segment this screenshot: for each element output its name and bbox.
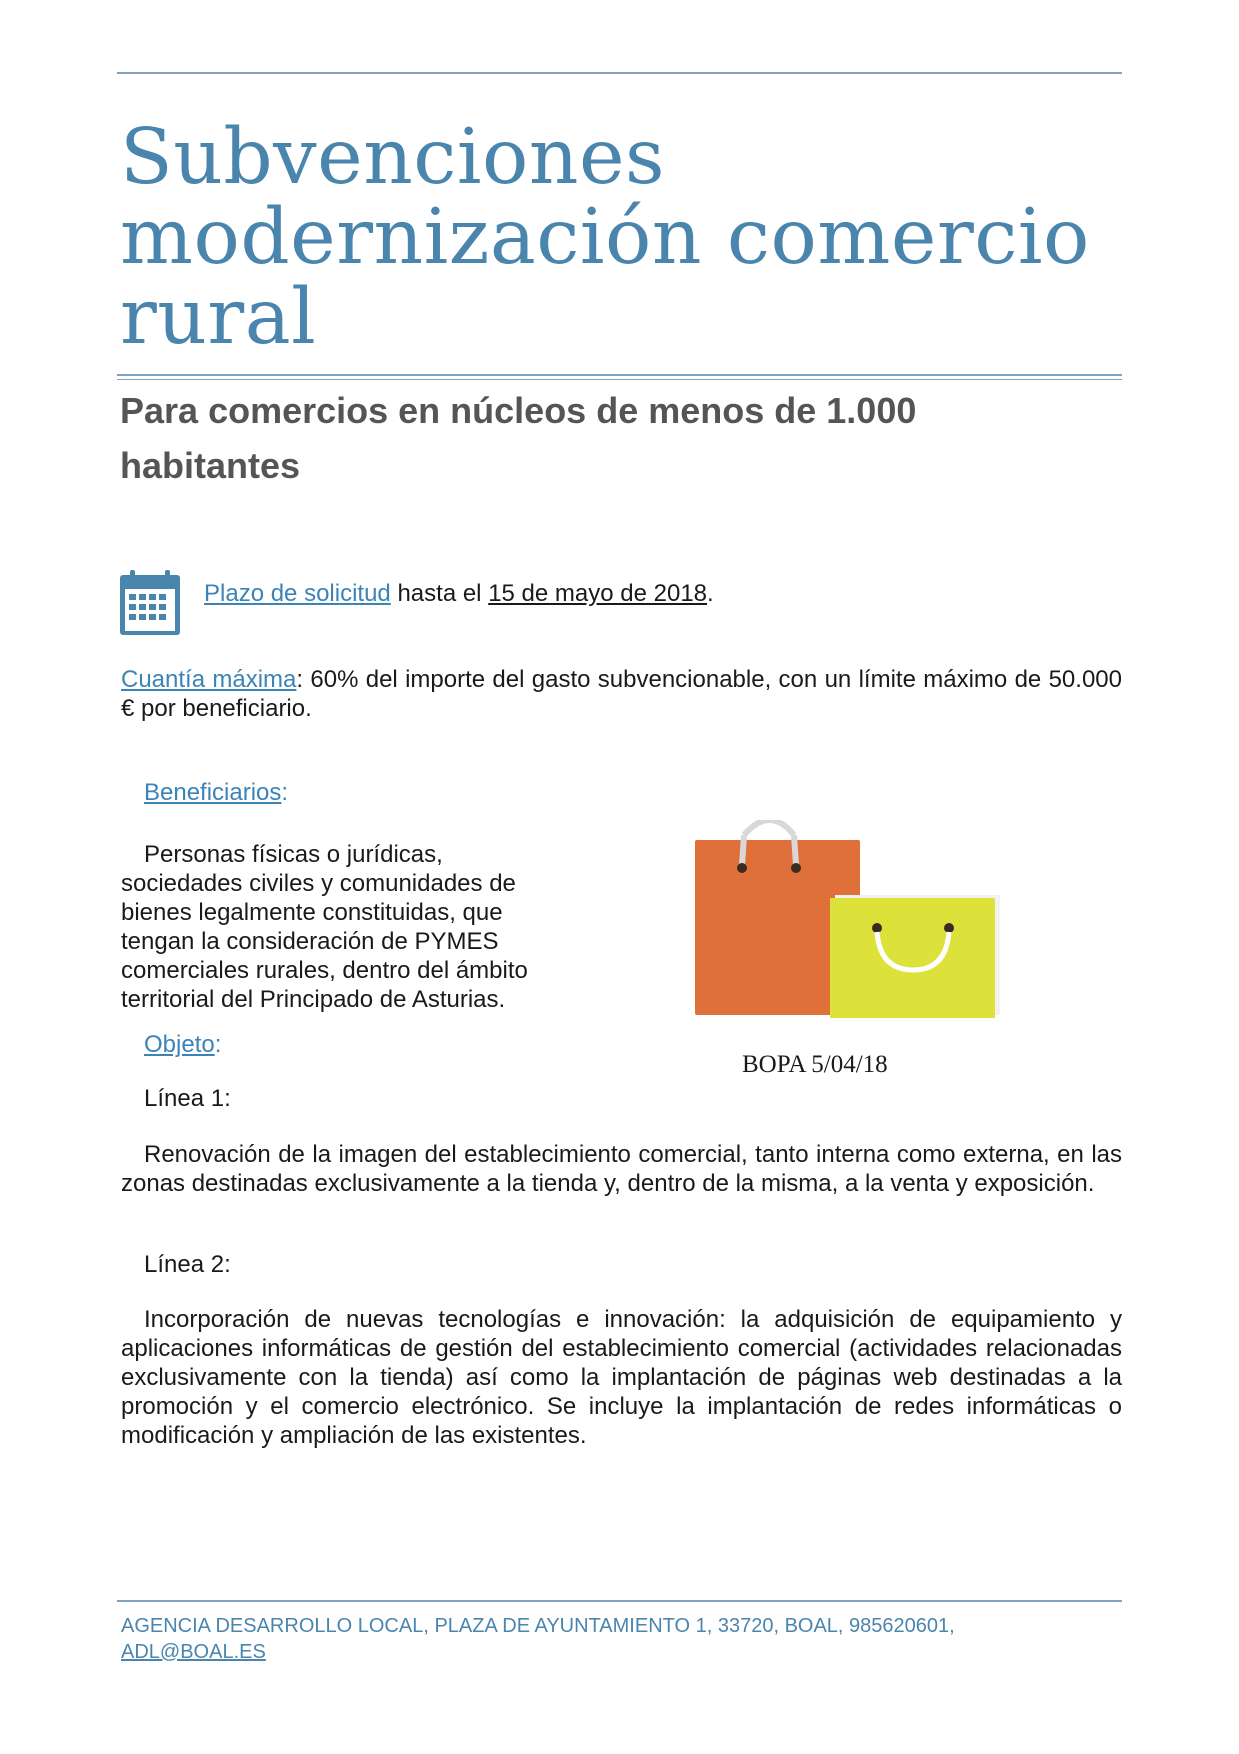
beneficiarios-colon: : <box>281 779 289 806</box>
title-rule-upper <box>117 374 1122 376</box>
title-line-3: rural <box>120 273 317 362</box>
linea-1-label: Línea 1: <box>144 1085 231 1112</box>
plazo-link[interactable]: Plazo de solicitud <box>204 580 391 607</box>
top-rule <box>117 72 1122 74</box>
deadline-middle-text: hasta el <box>390 580 489 607</box>
shopping-bags-illustration <box>690 820 1030 1020</box>
objeto-link[interactable]: Objeto <box>144 1031 215 1058</box>
page-title <box>120 113 1120 362</box>
beneficiarios-text <box>121 840 561 1014</box>
subtitle-line-1: Para comercios en núcleos de menos de 1.000 <box>120 390 917 431</box>
title-rule-lower <box>117 379 1122 380</box>
subtitle <box>120 383 1110 493</box>
title-line-2: modernización comercio <box>120 193 1090 282</box>
linea-2-text <box>121 1305 1122 1450</box>
linea-1-body: Renovación de la imagen del establecimiento comercial, tanto interna como externa, en las zonas destinadas exclusivamente a la tienda y, dentro de la misma, a la venta y exposición. <box>121 1141 1122 1197</box>
linea-1-text <box>121 1140 1122 1198</box>
subtitle-line-2: habitantes <box>120 445 301 486</box>
footer-rule <box>117 1600 1122 1602</box>
beneficiarios-link[interactable]: Beneficiarios <box>144 779 282 806</box>
footer-email-link[interactable]: ADL@BOAL.ES <box>121 1641 266 1663</box>
footer-address: AGENCIA DESARROLLO LOCAL, PLAZA DE AYUNTAMIENTO 1, 33720, BOAL, 985620601, <box>121 1615 955 1637</box>
title-line-1: Subvenciones <box>120 113 666 202</box>
cuantia-link[interactable]: Cuantía máxima <box>121 666 297 693</box>
beneficiarios-heading <box>144 778 288 808</box>
deadline-date: 15 de mayo de 2018 <box>488 580 708 607</box>
linea-2-body: Incorporación de nuevas tecnologías e innovación: la adquisición de equipamiento y aplicaciones informáticas de gestión del establecimiento comercial (actividades relacionadas exclusivamente con la tienda) así como la implantación de páginas web destinadas a la promoción y el comercio electrónico. Se incluye la implantación de redes informáticas o modificación y ampliación de las existentes. <box>121 1306 1122 1449</box>
cuantia-text: : 60% del importe del gasto subvencionable, con un límite máximo de 50.000 € por beneficiario. <box>121 666 1122 722</box>
deadline-end: . <box>707 580 714 607</box>
linea-2-label: Línea 2: <box>144 1251 231 1278</box>
objeto-heading <box>144 1030 221 1060</box>
deadline-line <box>204 578 714 610</box>
beneficiarios-body: Personas físicas o jurídicas, sociedades civiles y comunidades de bienes legalmente constituidas, que tengan la consideración de PYMES comerciales rurales, dentro del ámbito territorial del Principado de Asturias. <box>121 841 528 1013</box>
cuantia-paragraph <box>121 665 1122 723</box>
objeto-colon: : <box>214 1031 222 1058</box>
bopa-caption: BOPA 5/04/18 <box>742 1051 888 1078</box>
calendar-icon <box>119 569 181 636</box>
footer <box>121 1613 1121 1665</box>
